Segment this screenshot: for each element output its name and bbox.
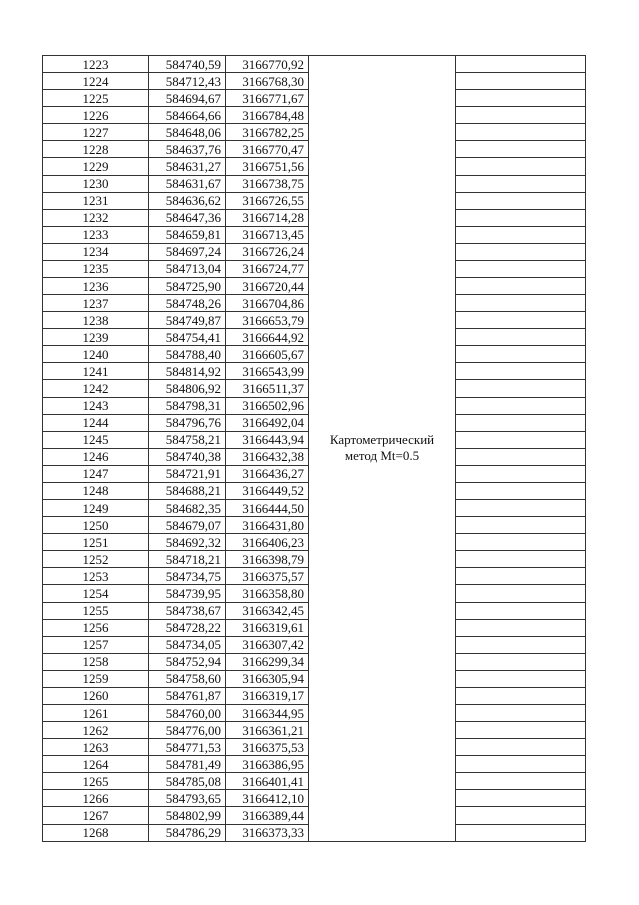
y-coordinate-cell: 3166720,44	[226, 278, 309, 295]
blank-cell	[456, 756, 586, 773]
point-number-cell: 1267	[43, 807, 149, 824]
point-number-cell: 1226	[43, 107, 149, 124]
point-number-cell: 1264	[43, 756, 149, 773]
blank-cell	[456, 807, 586, 824]
blank-cell	[456, 551, 586, 568]
blank-cell	[456, 414, 586, 431]
point-number-cell: 1230	[43, 175, 149, 192]
x-coordinate-cell: 584758,21	[149, 431, 226, 448]
blank-cell	[456, 124, 586, 141]
point-number-cell: 1249	[43, 500, 149, 517]
y-coordinate-cell: 3166768,30	[226, 73, 309, 90]
point-number-cell: 1253	[43, 568, 149, 585]
x-coordinate-cell: 584664,66	[149, 107, 226, 124]
y-coordinate-cell: 3166724,77	[226, 260, 309, 277]
x-coordinate-cell: 584721,91	[149, 465, 226, 482]
x-coordinate-cell: 584786,29	[149, 824, 226, 841]
y-coordinate-cell: 3166406,23	[226, 534, 309, 551]
blank-cell	[456, 380, 586, 397]
x-coordinate-cell: 584734,75	[149, 568, 226, 585]
blank-cell	[456, 465, 586, 482]
y-coordinate-cell: 3166770,92	[226, 56, 309, 73]
y-coordinate-cell: 3166751,56	[226, 158, 309, 175]
x-coordinate-cell: 584682,35	[149, 500, 226, 517]
x-coordinate-cell: 584814,92	[149, 363, 226, 380]
point-number-cell: 1244	[43, 414, 149, 431]
point-number-cell: 1248	[43, 482, 149, 499]
x-coordinate-cell: 584712,43	[149, 73, 226, 90]
point-number-cell: 1258	[43, 653, 149, 670]
point-number-cell: 1241	[43, 363, 149, 380]
blank-cell	[456, 517, 586, 534]
y-coordinate-cell: 3166389,44	[226, 807, 309, 824]
y-coordinate-cell: 3166398,79	[226, 551, 309, 568]
point-number-cell: 1238	[43, 312, 149, 329]
x-coordinate-cell: 584761,87	[149, 687, 226, 704]
x-coordinate-cell: 584788,40	[149, 346, 226, 363]
blank-cell	[456, 534, 586, 551]
y-coordinate-cell: 3166714,28	[226, 209, 309, 226]
x-coordinate-cell: 584694,67	[149, 90, 226, 107]
y-coordinate-cell: 3166502,96	[226, 397, 309, 414]
blank-cell	[456, 226, 586, 243]
point-number-cell: 1254	[43, 585, 149, 602]
blank-cell	[456, 653, 586, 670]
point-number-cell: 1260	[43, 687, 149, 704]
x-coordinate-cell: 584806,92	[149, 380, 226, 397]
point-number-cell: 1259	[43, 670, 149, 687]
y-coordinate-cell: 3166543,99	[226, 363, 309, 380]
x-coordinate-cell: 584740,59	[149, 56, 226, 73]
y-coordinate-cell: 3166782,25	[226, 124, 309, 141]
blank-cell	[456, 363, 586, 380]
point-number-cell: 1224	[43, 73, 149, 90]
point-number-cell: 1250	[43, 517, 149, 534]
y-coordinate-cell: 3166436,27	[226, 465, 309, 482]
blank-cell	[456, 739, 586, 756]
x-coordinate-cell: 584648,06	[149, 124, 226, 141]
y-coordinate-cell: 3166492,04	[226, 414, 309, 431]
y-coordinate-cell: 3166443,94	[226, 431, 309, 448]
blank-cell	[456, 73, 586, 90]
point-number-cell: 1236	[43, 278, 149, 295]
x-coordinate-cell: 584647,36	[149, 209, 226, 226]
y-coordinate-cell: 3166375,57	[226, 568, 309, 585]
point-number-cell: 1239	[43, 329, 149, 346]
x-coordinate-cell: 584728,22	[149, 619, 226, 636]
point-number-cell: 1265	[43, 773, 149, 790]
blank-cell	[456, 90, 586, 107]
blank-cell	[456, 448, 586, 465]
y-coordinate-cell: 3166319,17	[226, 687, 309, 704]
blank-cell	[456, 260, 586, 277]
point-number-cell: 1228	[43, 141, 149, 158]
y-coordinate-cell: 3166449,52	[226, 482, 309, 499]
blank-cell	[456, 192, 586, 209]
x-coordinate-cell: 584659,81	[149, 226, 226, 243]
x-coordinate-cell: 584718,21	[149, 551, 226, 568]
y-coordinate-cell: 3166770,47	[226, 141, 309, 158]
point-number-cell: 1223	[43, 56, 149, 73]
y-coordinate-cell: 3166444,50	[226, 500, 309, 517]
blank-cell	[456, 482, 586, 499]
y-coordinate-cell: 3166401,41	[226, 773, 309, 790]
y-coordinate-cell: 3166358,80	[226, 585, 309, 602]
blank-cell	[456, 295, 586, 312]
y-coordinate-cell: 3166373,33	[226, 824, 309, 841]
x-coordinate-cell: 584771,53	[149, 739, 226, 756]
blank-cell	[456, 824, 586, 841]
blank-cell	[456, 585, 586, 602]
y-coordinate-cell: 3166342,45	[226, 602, 309, 619]
x-coordinate-cell: 584785,08	[149, 773, 226, 790]
y-coordinate-cell: 3166653,79	[226, 312, 309, 329]
point-number-cell: 1229	[43, 158, 149, 175]
y-coordinate-cell: 3166319,61	[226, 619, 309, 636]
method-label-line-1: Картометрический	[329, 432, 435, 448]
x-coordinate-cell: 584679,07	[149, 517, 226, 534]
y-coordinate-cell: 3166375,53	[226, 739, 309, 756]
x-coordinate-cell: 584758,60	[149, 670, 226, 687]
blank-cell	[456, 107, 586, 124]
x-coordinate-cell: 584637,76	[149, 141, 226, 158]
point-number-cell: 1233	[43, 226, 149, 243]
point-number-cell: 1266	[43, 790, 149, 807]
blank-cell	[456, 56, 586, 73]
blank-cell	[456, 141, 586, 158]
blank-cell	[456, 687, 586, 704]
x-coordinate-cell: 584740,38	[149, 448, 226, 465]
y-coordinate-cell: 3166307,42	[226, 636, 309, 653]
blank-cell	[456, 329, 586, 346]
point-number-cell: 1263	[43, 739, 149, 756]
blank-cell	[456, 619, 586, 636]
x-coordinate-cell: 584738,67	[149, 602, 226, 619]
y-coordinate-cell: 3166771,67	[226, 90, 309, 107]
point-number-cell: 1256	[43, 619, 149, 636]
point-number-cell: 1255	[43, 602, 149, 619]
x-coordinate-cell: 584734,05	[149, 636, 226, 653]
blank-cell	[456, 602, 586, 619]
blank-cell	[456, 175, 586, 192]
point-number-cell: 1235	[43, 260, 149, 277]
blank-cell	[456, 636, 586, 653]
x-coordinate-cell: 584688,21	[149, 482, 226, 499]
point-number-cell: 1257	[43, 636, 149, 653]
y-coordinate-cell: 3166784,48	[226, 107, 309, 124]
y-coordinate-cell: 3166344,95	[226, 704, 309, 721]
blank-cell	[456, 243, 586, 260]
x-coordinate-cell: 584796,76	[149, 414, 226, 431]
point-number-cell: 1232	[43, 209, 149, 226]
blank-cell	[456, 312, 586, 329]
y-coordinate-cell: 3166361,21	[226, 722, 309, 739]
blank-cell	[456, 773, 586, 790]
table-row	[43, 56, 586, 73]
point-number-cell: 1225	[43, 90, 149, 107]
point-number-cell: 1242	[43, 380, 149, 397]
y-coordinate-cell: 3166432,38	[226, 448, 309, 465]
x-coordinate-cell: 584802,99	[149, 807, 226, 824]
y-coordinate-cell: 3166738,75	[226, 175, 309, 192]
y-coordinate-cell: 3166305,94	[226, 670, 309, 687]
y-coordinate-cell: 3166644,92	[226, 329, 309, 346]
x-coordinate-cell: 584713,04	[149, 260, 226, 277]
x-coordinate-cell: 584749,87	[149, 312, 226, 329]
point-number-cell: 1246	[43, 448, 149, 465]
x-coordinate-cell: 584793,65	[149, 790, 226, 807]
blank-cell	[456, 209, 586, 226]
coordinates-table-body	[43, 56, 586, 842]
point-number-cell: 1227	[43, 124, 149, 141]
point-number-cell: 1251	[43, 534, 149, 551]
y-coordinate-cell: 3166605,67	[226, 346, 309, 363]
point-number-cell: 1234	[43, 243, 149, 260]
point-number-cell: 1268	[43, 824, 149, 841]
point-number-cell: 1243	[43, 397, 149, 414]
x-coordinate-cell: 584752,94	[149, 653, 226, 670]
y-coordinate-cell: 3166713,45	[226, 226, 309, 243]
y-coordinate-cell: 3166704,86	[226, 295, 309, 312]
blank-cell	[456, 158, 586, 175]
point-number-cell: 1237	[43, 295, 149, 312]
x-coordinate-cell: 584754,41	[149, 329, 226, 346]
x-coordinate-cell: 584692,32	[149, 534, 226, 551]
x-coordinate-cell: 584697,24	[149, 243, 226, 260]
point-number-cell: 1231	[43, 192, 149, 209]
point-number-cell: 1252	[43, 551, 149, 568]
x-coordinate-cell: 584798,31	[149, 397, 226, 414]
blank-cell	[456, 500, 586, 517]
blank-cell	[456, 568, 586, 585]
x-coordinate-cell: 584781,49	[149, 756, 226, 773]
point-number-cell: 1247	[43, 465, 149, 482]
point-number-cell: 1245	[43, 431, 149, 448]
x-coordinate-cell: 584725,90	[149, 278, 226, 295]
y-coordinate-cell: 3166299,34	[226, 653, 309, 670]
x-coordinate-cell: 584776,00	[149, 722, 226, 739]
y-coordinate-cell: 3166386,95	[226, 756, 309, 773]
blank-cell	[456, 670, 586, 687]
y-coordinate-cell: 3166412,10	[226, 790, 309, 807]
x-coordinate-cell: 584631,27	[149, 158, 226, 175]
blank-cell	[456, 278, 586, 295]
point-number-cell: 1261	[43, 704, 149, 721]
coordinates-table	[42, 55, 586, 842]
x-coordinate-cell: 584631,67	[149, 175, 226, 192]
blank-cell	[456, 397, 586, 414]
x-coordinate-cell: 584739,95	[149, 585, 226, 602]
method-label-line-2: метод Mt=0.5	[344, 448, 420, 464]
blank-cell	[456, 704, 586, 721]
blank-cell	[456, 790, 586, 807]
method-cell	[309, 56, 456, 842]
y-coordinate-cell: 3166726,24	[226, 243, 309, 260]
point-number-cell: 1262	[43, 722, 149, 739]
x-coordinate-cell: 584760,00	[149, 704, 226, 721]
blank-cell	[456, 346, 586, 363]
x-coordinate-cell: 584748,26	[149, 295, 226, 312]
coordinates-sheet	[42, 55, 586, 842]
blank-cell	[456, 722, 586, 739]
point-number-cell: 1240	[43, 346, 149, 363]
y-coordinate-cell: 3166511,37	[226, 380, 309, 397]
y-coordinate-cell: 3166431,80	[226, 517, 309, 534]
blank-cell	[456, 431, 586, 448]
x-coordinate-cell: 584636,62	[149, 192, 226, 209]
y-coordinate-cell: 3166726,55	[226, 192, 309, 209]
